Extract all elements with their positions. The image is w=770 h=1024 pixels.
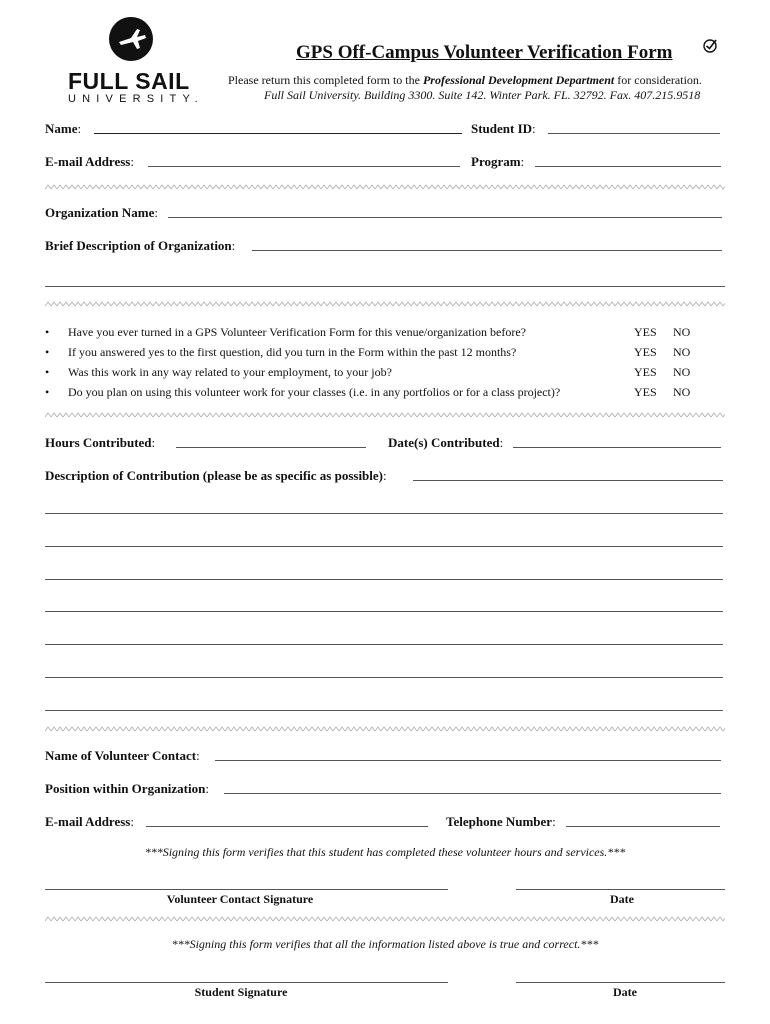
bullet: • xyxy=(45,345,50,359)
email-field[interactable] xyxy=(148,166,460,167)
contribution-line[interactable] xyxy=(45,579,723,580)
student-signature-label: Student Signature xyxy=(194,985,288,999)
yes-option[interactable]: YES xyxy=(634,345,657,359)
no-option[interactable]: NO xyxy=(673,365,691,379)
organization-name-field[interactable] xyxy=(168,217,722,218)
student-id-field[interactable] xyxy=(548,133,720,134)
student-date-label: Date xyxy=(613,985,637,999)
section-divider xyxy=(45,726,725,732)
contribution-description-label: Description of Contribution (please be as specific as possible): xyxy=(45,468,387,483)
bullet: • xyxy=(45,325,50,339)
student-id-label: Student ID: xyxy=(471,121,536,136)
telephone-field[interactable] xyxy=(566,826,720,827)
logo-name: FULL SAIL xyxy=(68,68,190,94)
contact-email-label: E-mail Address: xyxy=(45,814,134,829)
contact-verification-note: ***Signing this form verifies that this student has completed these volunteer hours and services.*** xyxy=(144,845,626,859)
organization-name-label: Organization Name: xyxy=(45,205,159,220)
contact-signature-label: Volunteer Contact Signature xyxy=(166,892,314,906)
department-name: Professional Development Department xyxy=(422,73,615,87)
contribution-line[interactable] xyxy=(45,546,723,547)
student-verification-note: ***Signing this form verifies that all the information listed above is true and correct.*** xyxy=(171,937,599,951)
yes-option[interactable]: YES xyxy=(634,365,657,379)
program-label: Program: xyxy=(471,154,525,169)
student-date-field[interactable] xyxy=(516,982,725,983)
check-icon xyxy=(702,38,718,59)
logo-university: UNIVERSITY. xyxy=(68,93,204,105)
no-option[interactable]: NO xyxy=(673,325,691,339)
name-label: Name: xyxy=(45,121,82,136)
no-option[interactable]: NO xyxy=(673,345,691,359)
organization-description-field[interactable] xyxy=(252,250,722,251)
hours-contributed-field[interactable] xyxy=(176,447,366,448)
section-divider xyxy=(45,412,725,418)
yes-option[interactable]: YES xyxy=(634,385,657,399)
dates-contributed-label: Date(s) Contributed: xyxy=(388,435,504,450)
dates-contributed-field[interactable] xyxy=(513,447,721,448)
telephone-label: Telephone Number: xyxy=(446,814,556,829)
name-field[interactable] xyxy=(94,133,462,134)
contribution-line[interactable] xyxy=(45,677,723,678)
logo-emblem xyxy=(109,17,153,61)
position-label: Position within Organization: xyxy=(45,781,209,796)
contribution-line[interactable] xyxy=(45,710,723,711)
bullet: • xyxy=(45,385,50,399)
section-divider xyxy=(45,916,725,922)
airplane-icon xyxy=(109,17,153,61)
yes-option[interactable]: YES xyxy=(634,325,657,339)
question-text: Have you ever turned in a GPS Volunteer Verification Form for this venue/organization before? xyxy=(68,325,526,339)
organization-description-label: Brief Description of Organization: xyxy=(45,238,236,253)
email-label: E-mail Address: xyxy=(45,154,134,169)
contact-signature-field[interactable] xyxy=(45,889,448,890)
contribution-line[interactable] xyxy=(45,513,723,514)
volunteer-contact-field[interactable] xyxy=(215,760,721,761)
bullet: • xyxy=(45,365,50,379)
contribution-line[interactable] xyxy=(45,611,723,612)
contribution-line[interactable] xyxy=(45,644,723,645)
hours-contributed-label: Hours Contributed: xyxy=(45,435,156,450)
section-divider xyxy=(45,301,725,307)
no-option[interactable]: NO xyxy=(673,385,691,399)
address: Full Sail University. Building 3300. Suite 142. Winter Park. FL. 32792. Fax. 407.215.9518 xyxy=(264,88,701,102)
question-text: If you answered yes to the first question, did you turn in the Form within the past 12 months? xyxy=(68,345,517,359)
contact-date-label: Date xyxy=(610,892,634,906)
student-signature-field[interactable] xyxy=(45,982,448,983)
section-divider xyxy=(45,184,725,190)
contact-email-field[interactable] xyxy=(146,826,428,827)
organization-description-line[interactable] xyxy=(45,286,725,287)
contribution-description-field[interactable] xyxy=(413,480,723,481)
question-text: Was this work in any way related to your employment, to your job? xyxy=(68,365,392,379)
page-title: GPS Off-Campus Volunteer Verification Form xyxy=(296,42,673,63)
contact-date-field[interactable] xyxy=(516,889,725,890)
program-field[interactable] xyxy=(535,166,721,167)
question-text: Do you plan on using this volunteer work for your classes (i.e. in any portfolios or for a class project)? xyxy=(68,385,561,399)
volunteer-contact-label: Name of Volunteer Contact: xyxy=(45,748,200,763)
instructions: Please return this completed form to the Professional Development Department for consideration. xyxy=(228,73,702,87)
position-field[interactable] xyxy=(224,793,721,794)
